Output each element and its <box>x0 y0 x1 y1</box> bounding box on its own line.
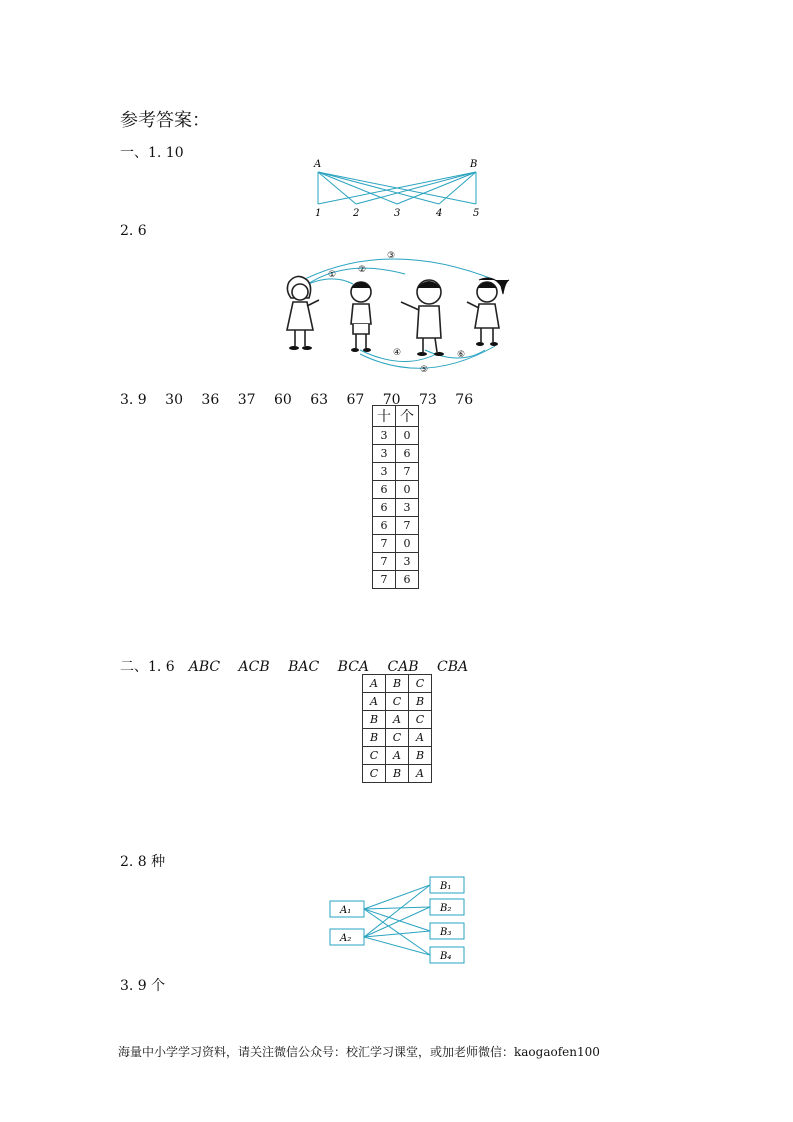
table-cell: 0 <box>396 481 419 499</box>
table-row <box>373 517 419 535</box>
table-cell: A <box>363 693 386 711</box>
table-cell: 6 <box>396 571 419 589</box>
point-label-2: 2 <box>353 208 360 219</box>
table-cell: C <box>386 693 409 711</box>
node-b1-label: B₁ <box>440 881 452 892</box>
table-row <box>373 571 419 589</box>
node-b3-label: B₃ <box>440 927 452 938</box>
table-cell: A <box>386 747 409 765</box>
arc-label-3: ③ <box>387 251 396 261</box>
label-a: A <box>314 159 322 170</box>
table-cell: B <box>363 729 386 747</box>
table-cell: B <box>386 675 409 693</box>
s2-q1-answer <box>120 656 468 676</box>
s2-q3-answer: 3. 9 个 <box>120 978 166 994</box>
table-cell: 6 <box>373 517 396 535</box>
child-figure-3 <box>401 280 444 356</box>
table-cell: C <box>409 711 432 729</box>
connector-line <box>364 907 430 909</box>
table-cell: A <box>386 711 409 729</box>
point-label-1: 1 <box>315 208 322 219</box>
table-row <box>363 729 432 747</box>
node-b2-label: B₂ <box>440 903 452 914</box>
table-header: 十 <box>373 406 396 427</box>
table-row <box>373 427 419 445</box>
table-cell: C <box>386 729 409 747</box>
connector-line <box>318 172 397 204</box>
table-row <box>363 675 432 693</box>
table-cell: 3 <box>373 427 396 445</box>
table-cell: 3 <box>373 445 396 463</box>
table-row <box>363 747 432 765</box>
s2-q2-answer: 2. 8 种 <box>120 854 166 870</box>
point-label-5: 5 <box>473 208 480 219</box>
table-row <box>363 711 432 729</box>
s1-q2-answer: 2. 6 <box>120 223 147 239</box>
s1-q1-answer: 一、1. 10 <box>120 145 184 161</box>
table-cell: 7 <box>373 553 396 571</box>
table-cell: C <box>363 747 386 765</box>
table-row <box>373 481 419 499</box>
point-label-3: 3 <box>394 208 401 219</box>
table-header: 个 <box>396 406 419 427</box>
s2-q1-items: ABC ACB BAC BCA CAB CBA <box>188 659 469 675</box>
point-label-4: 4 <box>436 208 443 219</box>
connector-line <box>397 172 476 204</box>
s1-q1-diagram <box>310 158 490 218</box>
table-cell: 7 <box>396 463 419 481</box>
table-row <box>373 463 419 481</box>
connector-line <box>364 937 430 955</box>
arc-label-1: ① <box>328 270 337 280</box>
s2-q2-diagram <box>328 873 478 969</box>
permutation-table <box>362 674 432 783</box>
arc-label-6: ⑥ <box>457 350 466 360</box>
arc-label-2: ② <box>358 265 367 275</box>
arc-label-5: ⑤ <box>420 365 429 375</box>
table-cell: C <box>409 675 432 693</box>
child-figure-2 <box>351 282 371 352</box>
connector-line <box>318 172 439 204</box>
table-cell: B <box>386 765 409 783</box>
table-cell: 0 <box>396 427 419 445</box>
page-title: 参考答案： <box>120 110 210 131</box>
table-row <box>363 693 432 711</box>
footer-note: 海量中小学学习资料，请关注微信公众号：校汇学习课堂，或加老师微信：kaogaofen100 <box>118 1045 600 1059</box>
child-figure-1 <box>287 276 319 350</box>
table-cell: A <box>363 675 386 693</box>
table-cell: A <box>409 729 432 747</box>
table-cell: 7 <box>396 517 419 535</box>
node-a2-label: A₂ <box>340 933 352 944</box>
s1-q2-diagram <box>275 246 535 376</box>
table-cell: 0 <box>396 535 419 553</box>
table-cell: A <box>409 765 432 783</box>
table-cell: B <box>363 711 386 729</box>
table-cell: B <box>409 693 432 711</box>
table-cell: 3 <box>373 463 396 481</box>
table-row <box>363 765 432 783</box>
node-a1-label: A₁ <box>340 905 352 916</box>
table-row <box>373 553 419 571</box>
digit-table <box>372 405 419 589</box>
arc-label-4: ④ <box>393 348 402 358</box>
table-cell: 6 <box>396 445 419 463</box>
table-cell: C <box>363 765 386 783</box>
connector-line <box>364 885 430 909</box>
s2-q1-prefix: 二、1. 6 <box>120 659 189 675</box>
table-cell: B <box>409 747 432 765</box>
connector-line <box>364 909 430 931</box>
table-cell: 7 <box>373 535 396 553</box>
table-row <box>373 445 419 463</box>
table-cell: 7 <box>373 571 396 589</box>
table-row <box>373 535 419 553</box>
child-figure-4 <box>467 278 509 346</box>
table-cell: 3 <box>396 499 419 517</box>
table-cell: 6 <box>373 499 396 517</box>
node-b4-label: B₄ <box>440 951 452 962</box>
table-row <box>373 499 419 517</box>
s1-q3-answer: 3. 9 30 36 37 60 63 67 70 73 76 <box>120 392 474 408</box>
label-b: B <box>470 159 478 170</box>
table-cell: 3 <box>396 553 419 571</box>
table-cell: 6 <box>373 481 396 499</box>
